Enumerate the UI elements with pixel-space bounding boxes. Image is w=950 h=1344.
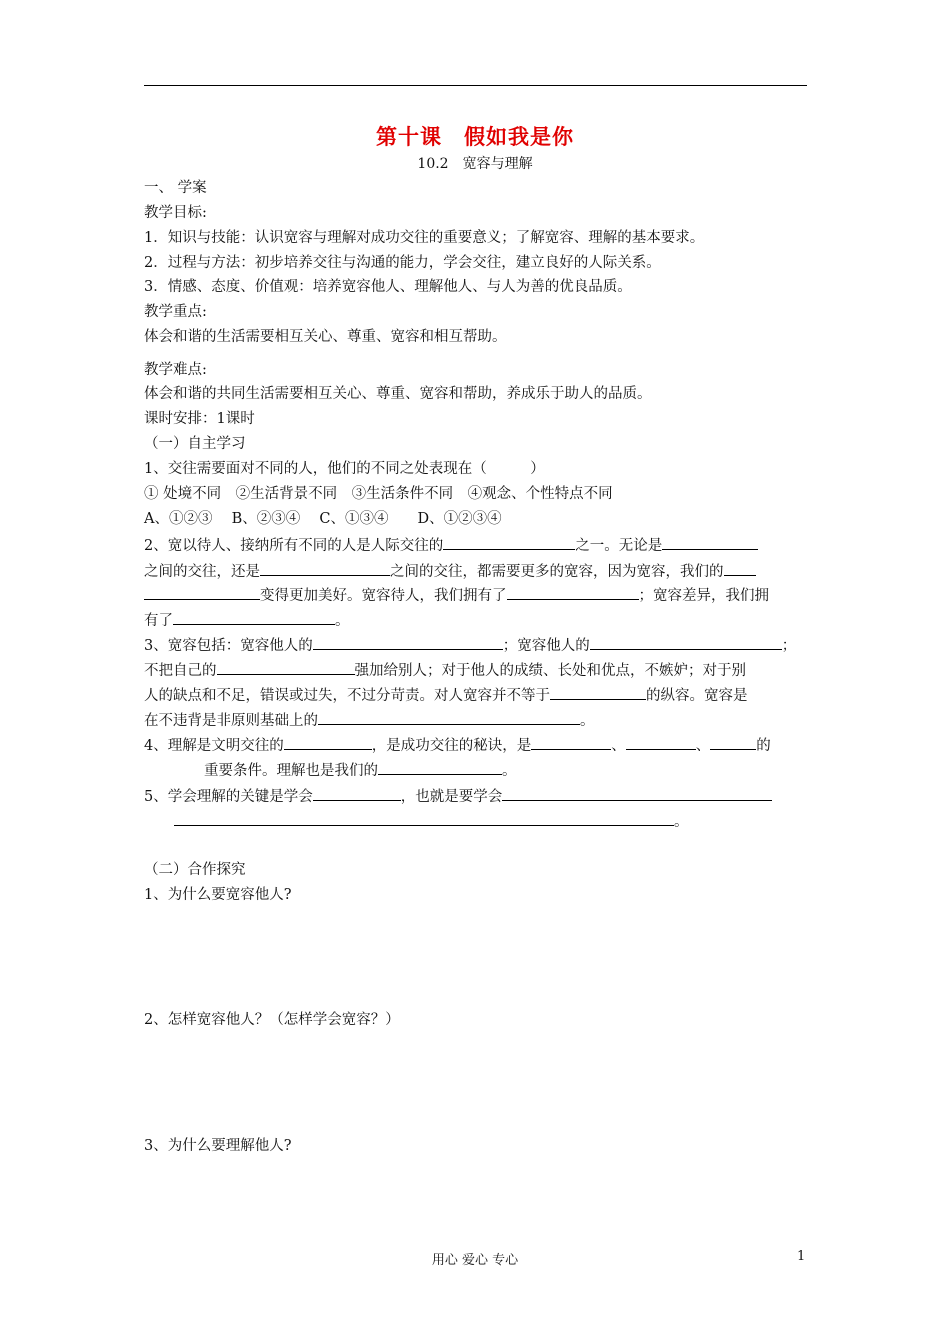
blank xyxy=(724,560,756,576)
question-2-line: 有了 。 xyxy=(144,609,350,631)
blank xyxy=(550,684,646,700)
question-4-line: 4、理解是文明交往的 ，是成功交往的秘诀，是 、 、 的 xyxy=(144,734,771,756)
blank xyxy=(590,634,782,650)
question-1-items: ① 处境不同 ②生活背景不同 ③生活条件不同 ④观念、个性特点不同 xyxy=(144,486,613,502)
blank xyxy=(502,785,772,801)
question-5-line: 。 xyxy=(174,810,689,832)
key-text: 体会和谐的生活需要相互关心、尊重、宽容和相互帮助。 xyxy=(144,329,507,345)
blank xyxy=(318,709,580,725)
lesson-title: 第十课 假如我是你 xyxy=(376,124,574,149)
inquiry-question: 3、为什么要理解他人? xyxy=(144,1138,292,1154)
part2-heading: （二）合作探究 xyxy=(144,862,246,878)
question-2-line: 2、宽以待人、接纳所有不同的人是人际交往的 之一。无论是 xyxy=(144,534,758,556)
question-3-line: 人的缺点和不足，错误或过失，不过分苛责。对人宽容并不等于 的纵容。宽容是 xyxy=(144,684,748,706)
schedule: 课时安排：1课时 xyxy=(144,411,255,427)
question-2-line: 变得更加美好。宽容待人，我们拥有了 ；宽容差异，我们拥 xyxy=(144,584,769,606)
question-3-line: 3、宽容包括：宽容他人的 ；宽容他人的 ； xyxy=(144,634,796,656)
question-1-options: A、①②③ B、②③④ C、①③④ D、①②③④ xyxy=(144,511,502,527)
blank xyxy=(260,560,390,576)
key-heading: 教学重点: xyxy=(144,304,207,320)
difficult-text: 体会和谐的共同生活需要相互关心、尊重、宽容和帮助，养成乐于助人的品质。 xyxy=(144,386,652,402)
blank xyxy=(217,659,355,675)
goal-item: 2．过程与方法：初步培养交往与沟通的能力，学会交往，建立良好的人际关系。 xyxy=(144,255,661,271)
blank xyxy=(284,734,372,750)
question-3-line: 不把自己的 强加给别人；对于他人的成绩、长处和优点，不嫉妒；对于别 xyxy=(144,659,746,681)
blank xyxy=(710,734,756,750)
page-footer: 用心 爱心 专心 xyxy=(431,1253,519,1268)
blank xyxy=(313,785,401,801)
question-5-line: 5、学会理解的关键是学会 ，也就是要学会 xyxy=(144,785,772,807)
inquiry-question: 1、为什么要宽容他人? xyxy=(144,887,292,903)
goal-item: 3．情感、态度、价值观：培养宽容他人、理解他人、与人为善的优良品质。 xyxy=(144,279,632,295)
blank xyxy=(144,584,260,600)
part1-heading: （一）自主学习 xyxy=(144,436,246,452)
goal-item: 1．知识与技能：认识宽容与理解对成功交往的重要意义；了解宽容、理解的基本要求。 xyxy=(144,230,705,246)
blank xyxy=(174,810,674,826)
blank xyxy=(378,759,502,775)
blank xyxy=(626,734,696,750)
difficult-heading: 教学难点: xyxy=(144,362,207,378)
goals-heading: 教学目标: xyxy=(144,205,207,221)
section-heading: 一、 学案 xyxy=(144,180,207,196)
question-3-line: 在不违背是非原则基础上的 。 xyxy=(144,709,595,731)
inquiry-question: 2、怎样宽容他人？（怎样学会宽容？） xyxy=(144,1012,400,1028)
question-4-line: 重要条件。理解也是我们的 。 xyxy=(204,759,517,781)
blank xyxy=(173,609,335,625)
question-1-stem: 1、交往需要面对不同的人，他们的不同之处表现在（ ） xyxy=(144,461,545,477)
blank xyxy=(507,584,639,600)
blank xyxy=(662,534,758,550)
lesson-subtitle: 10.2 宽容与理解 xyxy=(417,156,533,172)
blank xyxy=(531,734,611,750)
page-number: 1 xyxy=(797,1249,806,1264)
blank xyxy=(443,534,575,550)
header-rule xyxy=(144,85,807,86)
question-2-line: 之间的交往，还是 之间的交往，都需要更多的宽容，因为宽容，我们的 xyxy=(144,560,756,582)
blank xyxy=(313,634,503,650)
